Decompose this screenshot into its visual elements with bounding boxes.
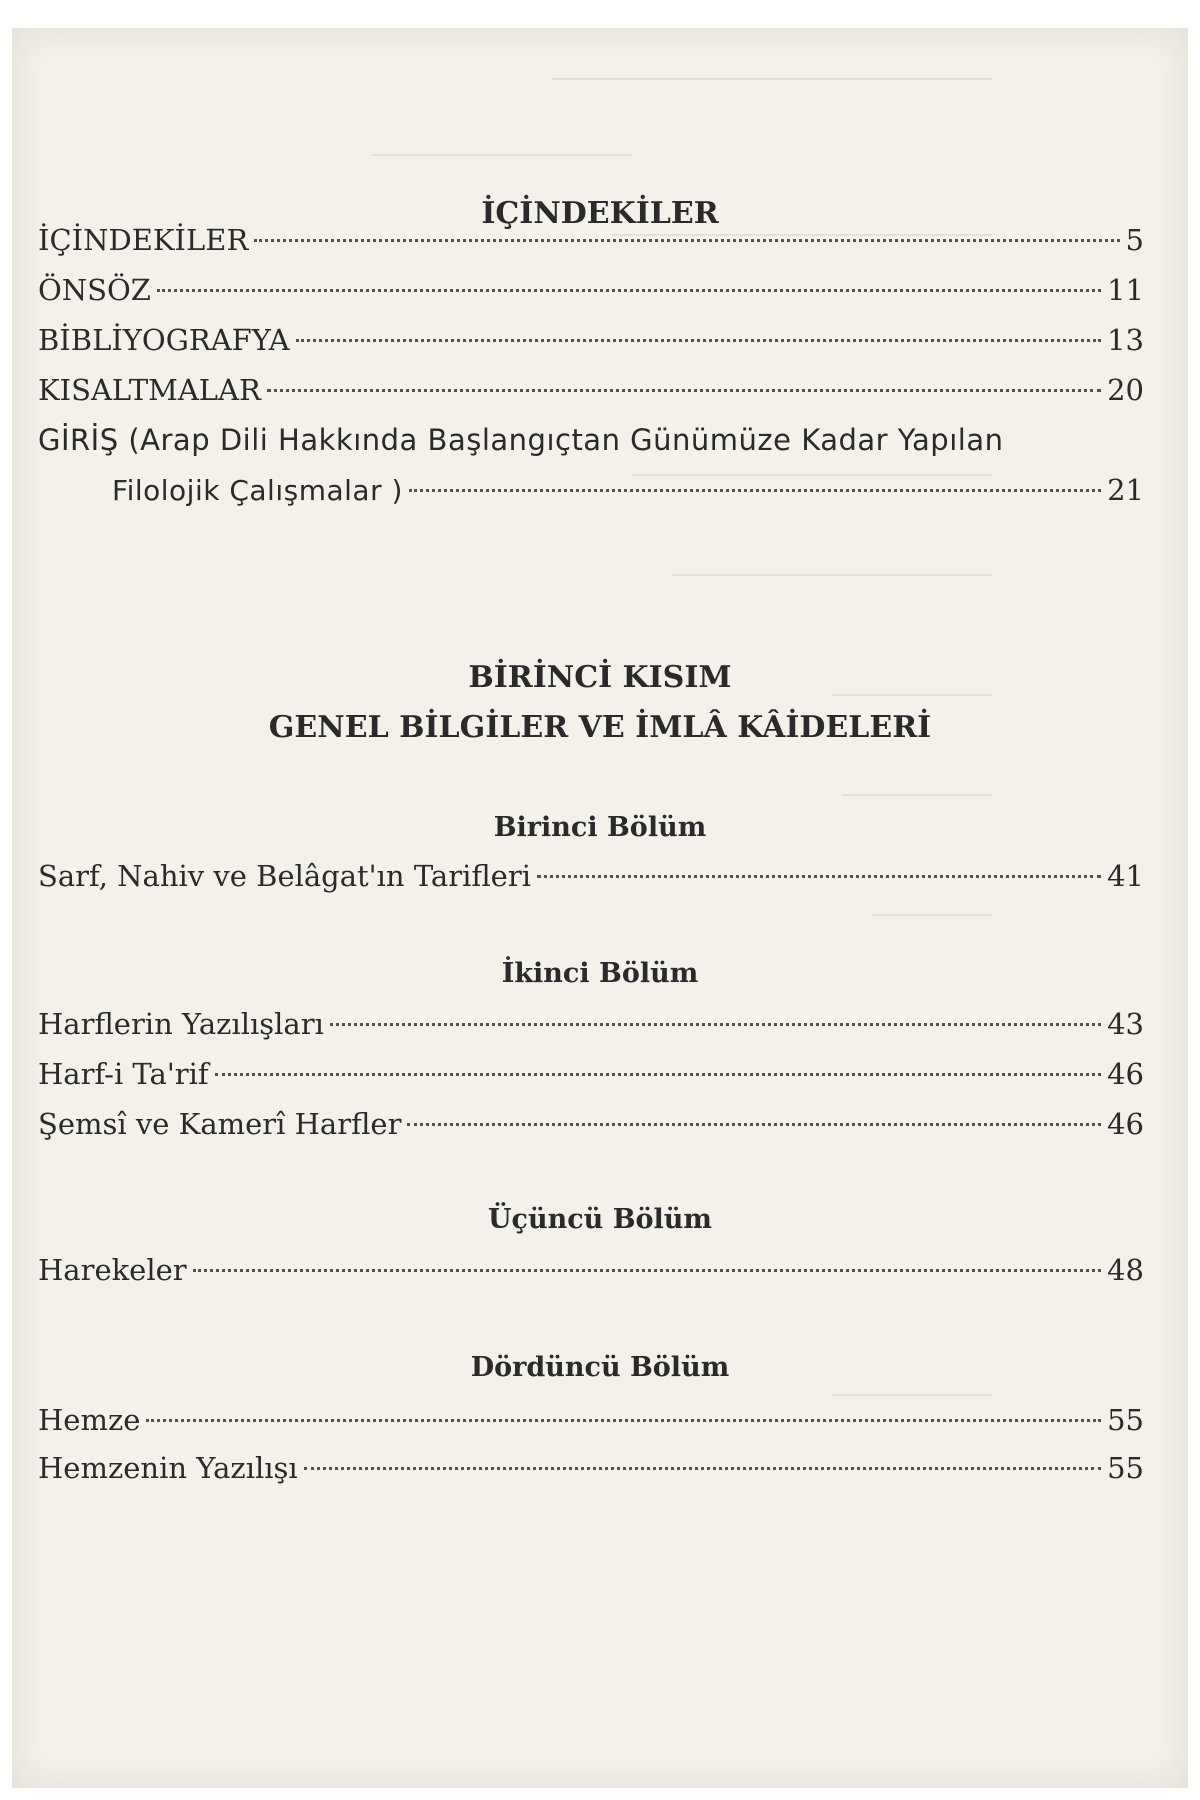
toc-entry-intro-line1[interactable]: GİRİŞ (Arap Dili Hakkında Başlangıçtan Günümüze Kadar Yapılan — [38, 423, 1004, 457]
chapter-heading: Üçüncü Bölüm — [487, 1204, 712, 1235]
toc-entry[interactable] — [38, 268, 1144, 312]
toc-entry-label: Sarf, Nahiv ve Belâgat'ın Tarifleri — [38, 859, 531, 893]
part-title: BİRİNCİ KISIM — [468, 660, 732, 695]
dot-leader — [157, 289, 1101, 292]
toc-entry-label: BİBLİYOGRAFYA — [38, 323, 290, 357]
chapter-heading: Dördüncü Bölüm — [470, 1352, 730, 1383]
chapter-heading: İkinci Bölüm — [501, 958, 699, 989]
toc-entry-page: 46 — [1107, 1057, 1144, 1091]
toc-entry-label: Filolojik Çalışmalar ) — [112, 474, 403, 507]
dot-leader — [215, 1073, 1101, 1076]
toc-entry[interactable] — [38, 218, 1144, 262]
toc-entry-page: 46 — [1107, 1107, 1144, 1141]
toc-entry[interactable] — [38, 1002, 1144, 1046]
toc-entry-label: Harf-i Ta'rif — [38, 1057, 209, 1091]
part-subtitle: GENEL BİLGİLER VE İMLÂ KÂİDELERİ — [268, 710, 932, 745]
toc-entry-page: 55 — [1107, 1451, 1144, 1485]
toc-entry[interactable] — [38, 1446, 1144, 1490]
toc-entry-page: 48 — [1107, 1253, 1144, 1287]
toc-entry-label: İÇİNDEKİLER — [38, 223, 249, 257]
chapter-heading: Birinci Bölüm — [493, 812, 707, 843]
book-page — [12, 28, 1188, 1788]
dot-leader — [409, 489, 1101, 492]
toc-entry-page: 11 — [1107, 273, 1144, 307]
toc-entry-label: Şemsî ve Kamerî Harfler — [38, 1107, 402, 1141]
toc-entry-label: KISALTMALAR — [38, 373, 261, 407]
dot-leader — [254, 239, 1119, 242]
dot-leader — [146, 1419, 1101, 1422]
toc-entry-label: ÖNSÖZ — [38, 273, 151, 307]
toc-entry[interactable] — [38, 318, 1144, 362]
toc-title: İÇİNDEKİLER — [481, 196, 719, 231]
toc-entry-page: 5 — [1125, 223, 1144, 257]
toc-entry-page: 13 — [1107, 323, 1144, 357]
dot-leader — [304, 1467, 1101, 1470]
dot-leader — [193, 1269, 1101, 1272]
toc-entry-page: 21 — [1107, 473, 1144, 507]
dot-leader — [407, 1123, 1101, 1126]
toc-entry-page: 20 — [1107, 373, 1144, 407]
toc-entry[interactable] — [38, 1102, 1144, 1146]
toc-entry-page: 43 — [1107, 1007, 1144, 1041]
toc-entry[interactable] — [38, 854, 1144, 898]
toc-entry-label: Hemzenin Yazılışı — [38, 1451, 298, 1485]
toc-entry-page: 55 — [1107, 1403, 1144, 1437]
toc-entry-label: Hemze — [38, 1403, 141, 1437]
toc-entry[interactable] — [38, 1398, 1144, 1442]
toc-entry-label: Harekeler — [38, 1253, 187, 1287]
toc-entry[interactable] — [38, 1248, 1144, 1292]
toc-entry[interactable] — [38, 1052, 1144, 1096]
toc-entry-intro[interactable] — [112, 468, 1144, 512]
toc-entry-label: Harflerin Yazılışları — [38, 1007, 324, 1041]
toc-entry[interactable] — [38, 368, 1144, 412]
dot-leader — [296, 339, 1101, 342]
dot-leader — [267, 389, 1101, 392]
toc-entry-page: 41 — [1107, 859, 1144, 893]
dot-leader — [330, 1023, 1101, 1026]
dot-leader — [537, 875, 1101, 878]
